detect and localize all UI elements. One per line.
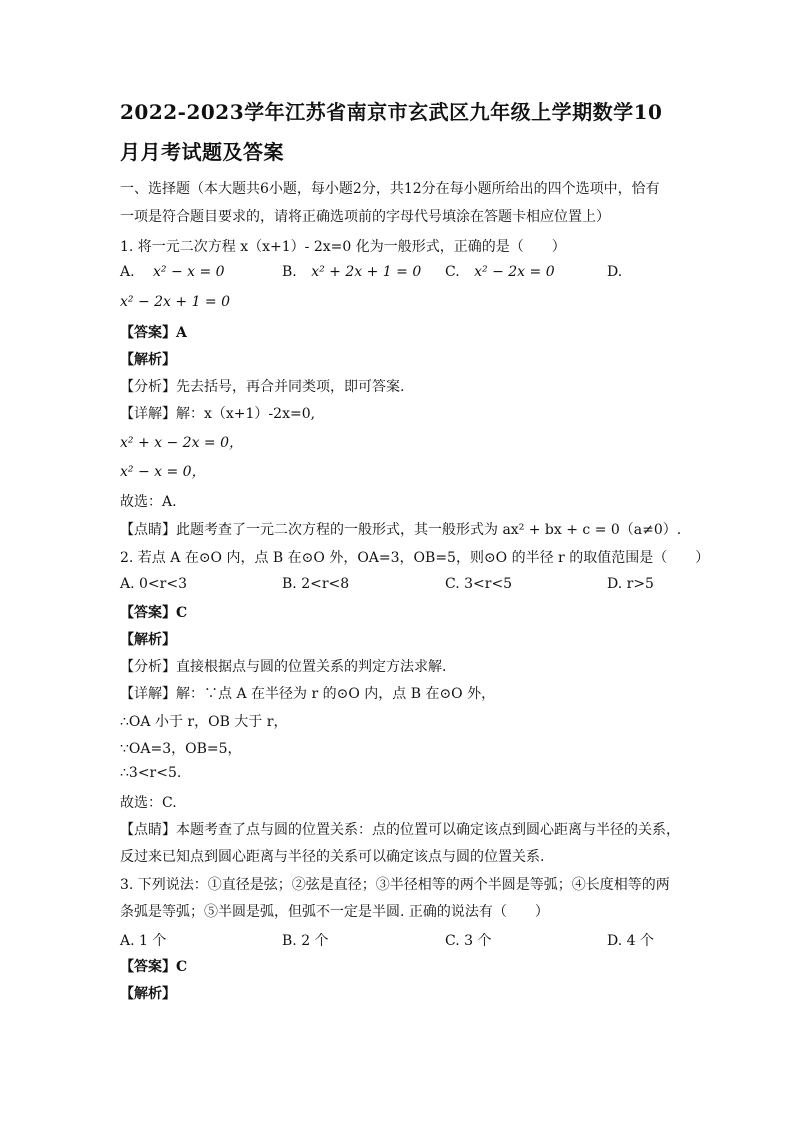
q1-option-a-math: x² − x = 0: [153, 264, 225, 280]
q2-option-c: C. 3<r<5: [445, 576, 513, 592]
q2-fenxi: 【分析】直接根据点与圆的位置关系的判定方法求解.: [120, 659, 447, 675]
q1-detail-2: x² + x − 2x = 0，: [120, 435, 244, 451]
title-line-2: 月月考试题及答案: [120, 140, 284, 164]
q3-stem-line-2: 条弧是等弧；⑤半圆是弧，但弧不一定是半圆. 正确的说法有（ ）: [120, 904, 549, 920]
q2-comment-1: 【点睛】本题考查了点与圆的位置关系：点的位置可以确定该点到圆心距离与半径的关系，: [120, 822, 680, 838]
q1-stem: 1. 将一元二次方程 x（x+1）- 2x=0 化为一般形式，正确的是（ ）: [120, 239, 566, 255]
title-line-1: 2022-2023学年江苏省南京市玄武区九年级上学期数学10: [120, 100, 663, 124]
q1-option-c-label: C.: [445, 264, 460, 280]
q2-comment-2: 反过来已知点到圆心距离与半径的关系可以确定该点与圆的位置关系.: [120, 849, 545, 865]
q2-option-b: B. 2<r<8: [282, 576, 350, 592]
q3-option-a: A. 1 个: [120, 933, 167, 949]
q1-answer: 【答案】A: [120, 325, 187, 341]
q1-option-b-math: x² + 2x + 1 = 0: [311, 264, 422, 280]
q1-option-c-math: x² − 2x = 0: [474, 264, 555, 280]
q1-choose: 故选：A.: [120, 494, 177, 510]
q1-option-d-math: x² − 2x + 1 = 0: [120, 294, 231, 310]
q3-option-b: B. 2 个: [282, 933, 329, 949]
q2-answer: 【答案】C: [120, 605, 188, 621]
q2-detail-3: ∵OA=3，OB=5，: [120, 741, 242, 757]
q2-detail-2: ∴OA 小于 r，OB 大于 r，: [120, 714, 288, 730]
q3-option-c: C. 3 个: [445, 933, 492, 949]
q1-option-b-label: B.: [282, 264, 297, 280]
q1-option-a-label: A.: [120, 264, 135, 280]
q1-detail-3: x² − x = 0，: [120, 464, 206, 480]
q1-detail-1: 【详解】解：x（x+1）-2x=0,: [120, 406, 316, 422]
q2-detail-4: ∴3<r<5.: [120, 765, 182, 781]
q2-stem: 2. 若点 A 在⊙O 内，点 B 在⊙O 外，OA=3，OB=5，则⊙O 的半径 r 的取值范围是（ ）: [120, 550, 710, 566]
section-intro-line-1: 一、选择题（本大题共6小题，每小题2分，共12分在每小题所给出的四个选项中，恰有: [120, 181, 660, 197]
section-intro-line-2: 一项是符合题目要求的，请将正确选项前的字母代号填涂在答题卡相应位置上）: [120, 209, 610, 225]
q2-analysis-heading: 【解析】: [120, 632, 176, 648]
q1-analysis-heading: 【解析】: [120, 352, 176, 368]
q1-option-b: [282, 264, 421, 280]
q1-fenxi: 【分析】先去括号，再合并同类项，即可答案.: [120, 379, 405, 395]
q1-option-a: [120, 264, 225, 280]
q1-option-d-label: D.: [607, 264, 623, 280]
q1-comment: 【点睛】此题考查了一元二次方程的一般形式，其一般形式为 ax² + bx + c = 0（a≠0）.: [120, 522, 682, 538]
q2-option-d: D. r>5: [607, 576, 654, 592]
q3-stem-line-1: 3. 下列说法：①直径是弦；②弦是直径；③半径相等的两个半圆是等弧；④长度相等的两: [120, 877, 670, 893]
q1-option-c: [445, 264, 555, 280]
document-title: [120, 92, 680, 172]
q2-detail-1: 【详解】解：∵点 A 在半径为 r 的⊙O 内，点 B 在⊙O 外，: [120, 686, 496, 702]
q3-option-d: D. 4 个: [607, 933, 654, 949]
q2-choose: 故选：C.: [120, 795, 177, 811]
q2-option-a: A. 0<r<3: [120, 576, 187, 592]
q3-analysis-heading: 【解析】: [120, 986, 176, 1002]
q3-answer: 【答案】C: [120, 959, 188, 975]
